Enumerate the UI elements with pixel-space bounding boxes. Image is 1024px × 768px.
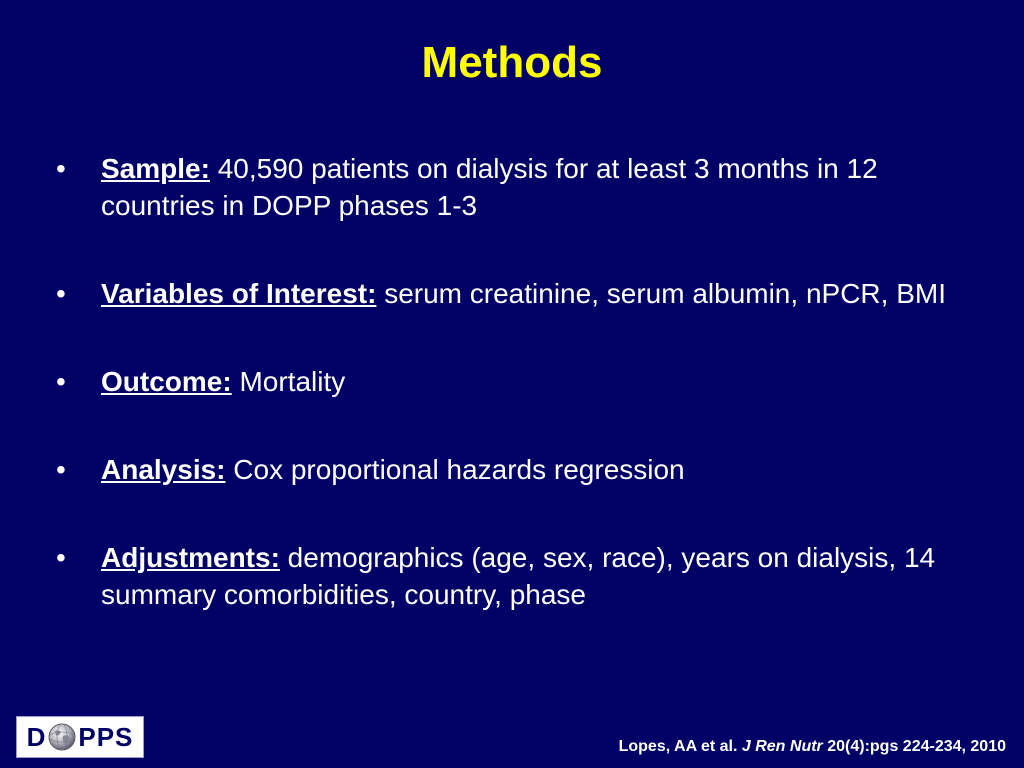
bullet-analysis [56,451,986,488]
bullet-text: Mortality [231,366,346,397]
bullet-list [56,150,986,664]
citation-details: 20(4):pgs 224-234, 2010 [822,738,1006,755]
bullet-text: Cox proportional hazards regression [225,454,685,485]
logo-text-right: PPS [78,721,134,752]
bullet-label: Variables of Interest: [101,278,377,309]
bullet-variables [56,275,986,312]
citation-author: Lopes, AA et al. [618,738,742,755]
logo-text-left: D [26,721,47,752]
bullet-marker: • [56,542,66,573]
citation [619,738,1006,756]
bullet-label: Sample: [101,153,210,184]
bullet-text: serum creatinine, serum albumin, nPCR, BMI [376,278,946,309]
logo-text [27,722,134,753]
bullet-label: Adjustments: [101,542,280,573]
bullet-marker: • [56,153,66,184]
slide-title: Methods [421,38,603,87]
citation-journal: J Ren Nutr [741,738,823,755]
dopps-logo [16,716,144,758]
globe-icon [47,722,77,752]
bullet-marker: • [56,278,66,309]
bullet-label: Analysis: [101,454,226,485]
bullet-marker: • [56,454,66,485]
bullet-adjustments [56,539,986,613]
bullet-text: demographics (age, sex, race), years on dialysis, 14 summary comorbidities, country, phase [101,542,936,610]
bullet-text: 40,590 patients on dialysis for at least 3 months in 12 countries in DOPP phases 1-3 [101,153,878,221]
bullet-marker: • [56,366,66,397]
bullet-label: Outcome: [101,366,232,397]
bullet-sample [56,150,986,224]
bullet-outcome [56,363,986,400]
